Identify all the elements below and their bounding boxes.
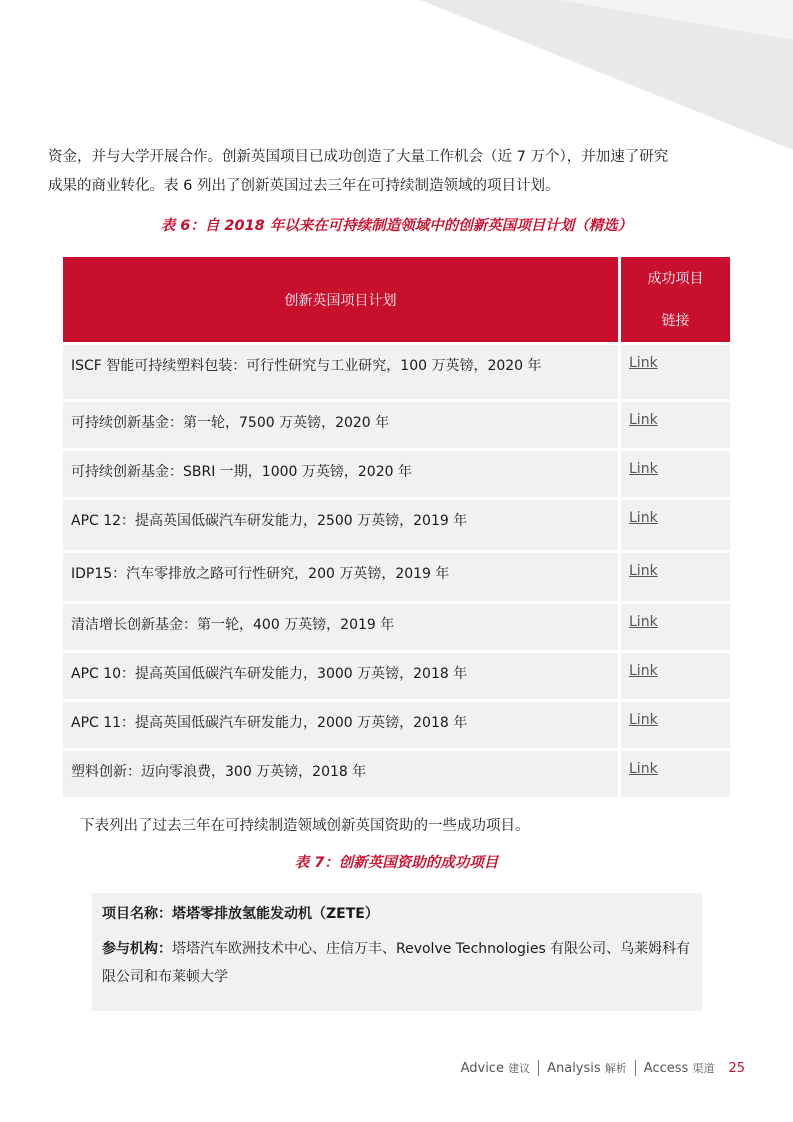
table-row [63, 604, 730, 650]
intro-line-1: 资金，并与大学开展合作。创新英国项目已成功创造了大量工作机会（近 7 万个），并加速了研究 [48, 149, 669, 165]
header-link-line1: 成功项目 [647, 270, 704, 287]
project-cell: APC 12：提高英国低碳汽车研发能力，2500 万英镑，2019 年 [63, 500, 621, 550]
table6-header [63, 257, 730, 342]
header-project: 创新英国项目计划 [63, 257, 621, 342]
link-cell [621, 451, 730, 497]
project-link[interactable]: Link [629, 614, 658, 630]
project-link[interactable]: Link [629, 461, 658, 477]
footer-access-en: Access [643, 1061, 689, 1076]
organisations-value: 塔塔汽车欧洲技术中心、庄信万丰、Revolve Technologies 有限公司、乌莱姆科有限公司和布莱顿大学 [102, 941, 691, 985]
organisations-label: 参与机构： [102, 941, 172, 957]
footer-analysis-en: Analysis [547, 1061, 601, 1076]
project-link[interactable]: Link [629, 663, 658, 679]
project-link[interactable]: Link [629, 412, 658, 428]
link-cell [621, 653, 730, 699]
table-row [63, 345, 730, 399]
footer-access-cn: 渠道 [692, 1062, 715, 1075]
table-row [63, 702, 730, 748]
footer [461, 1060, 745, 1076]
footer-advice-cn: 建议 [508, 1062, 531, 1075]
intro-line-2: 成果的商业转化。表 6 列出了创新英国过去三年在可持续制造领域的项目计划。 [48, 178, 560, 194]
link-cell [621, 553, 730, 601]
table7-box [92, 893, 702, 1011]
project-cell: ISCF 智能可持续塑料包装：可行性研究与工业研究，100 万英镑，2020 年 [63, 345, 621, 399]
header-link-line2: 链接 [661, 312, 690, 329]
project-link[interactable]: Link [629, 355, 658, 371]
table-row [63, 500, 730, 550]
table6-caption: 表 6：自 2018 年以来在可持续制造领域中的创新英国项目计划（精选） [160, 218, 633, 234]
table-row [63, 402, 730, 448]
link-cell [621, 500, 730, 550]
footer-divider [635, 1060, 636, 1076]
project-cell: 清洁增长创新基金：第一轮，400 万英镑，2019 年 [63, 604, 621, 650]
corner-decoration [0, 0, 793, 160]
table6 [63, 254, 730, 800]
project-cell: 可持续创新基金：第一轮，7500 万英镑，2020 年 [63, 402, 621, 448]
lead-text: 下表列出了过去三年在可持续制造领域创新英国资助的一些成功项目。 [80, 818, 530, 834]
organisations-row [102, 935, 697, 991]
link-cell [621, 751, 730, 797]
project-link[interactable]: Link [629, 510, 658, 526]
intro-paragraph [48, 143, 748, 201]
project-link[interactable]: Link [629, 761, 658, 777]
link-cell [621, 702, 730, 748]
footer-divider [538, 1060, 539, 1076]
footer-access [644, 1060, 715, 1076]
footer-advice-en: Advice [460, 1061, 504, 1076]
table-row [63, 451, 730, 497]
project-name-row: 项目名称：塔塔零排放氢能发动机（ZETE） [102, 906, 379, 922]
page-number: 25 [728, 1060, 745, 1076]
table7-caption: 表 7：创新英国资助的成功项目 [294, 855, 499, 871]
project-cell: 可持续创新基金：SBRI 一期，1000 万英镑，2020 年 [63, 451, 621, 497]
project-cell: APC 11：提高英国低碳汽车研发能力，2000 万英镑，2018 年 [63, 702, 621, 748]
link-cell [621, 604, 730, 650]
footer-analysis-cn: 解析 [604, 1062, 627, 1075]
project-cell: IDP15：汽车零排放之路可行性研究，200 万英镑，2019 年 [63, 553, 621, 601]
table-row [63, 751, 730, 797]
link-cell [621, 402, 730, 448]
footer-advice [461, 1060, 531, 1076]
table-row [63, 553, 730, 601]
table-row [63, 653, 730, 699]
header-link [621, 257, 730, 342]
project-link[interactable]: Link [629, 712, 658, 728]
project-cell: APC 10：提高英国低碳汽车研发能力，3000 万英镑，2018 年 [63, 653, 621, 699]
link-cell [621, 345, 730, 399]
footer-analysis [547, 1060, 627, 1076]
project-cell: 塑料创新：迈向零浪费，300 万英镑，2018 年 [63, 751, 621, 797]
project-link[interactable]: Link [629, 563, 658, 579]
